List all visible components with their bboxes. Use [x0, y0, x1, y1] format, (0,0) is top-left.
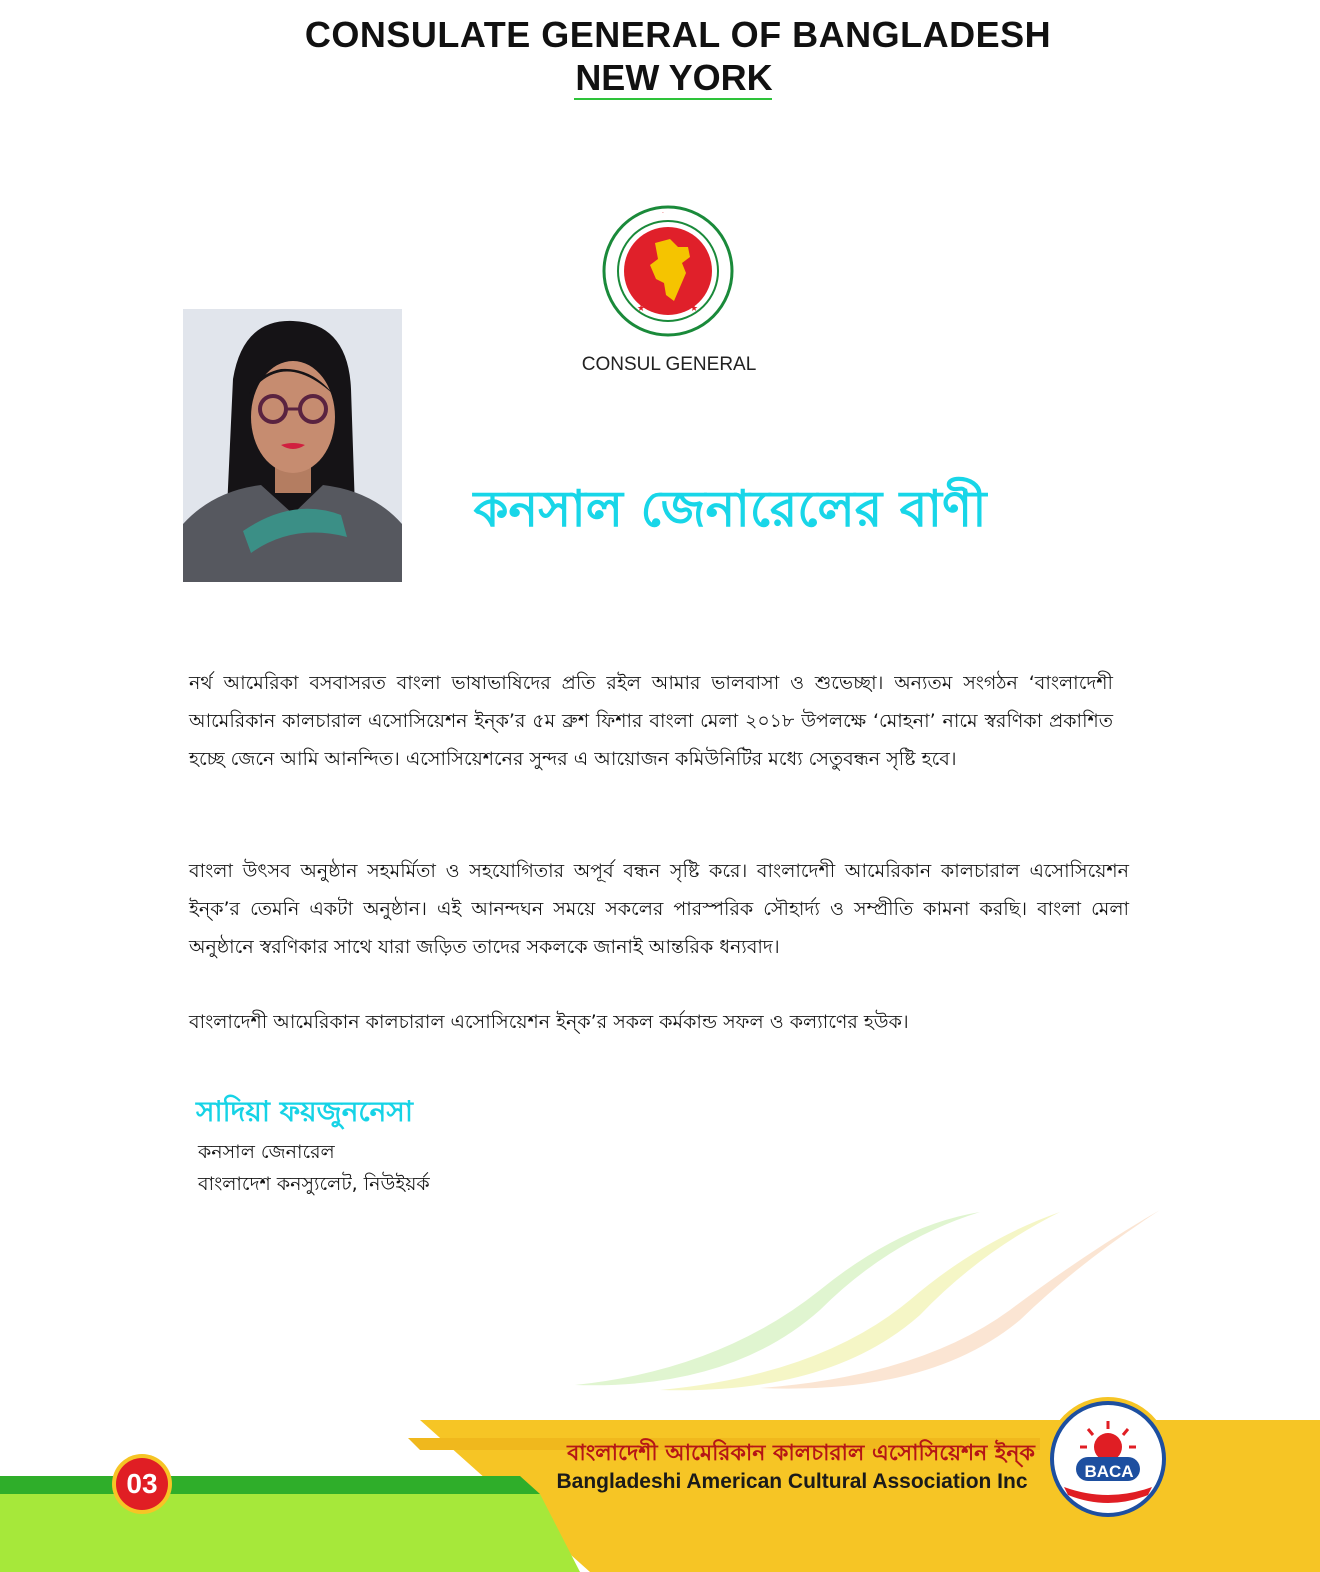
message-heading: কনসাল জেনারেলের বাণী — [473, 480, 987, 538]
svg-text:·: · — [662, 210, 664, 217]
consul-general-label: CONSUL GENERAL — [581, 354, 757, 375]
organization-name-english: Bangladeshi American Cultural Association Inc — [556, 1470, 1028, 1493]
signatory-office: বাংলাদেশ কনস্যুলেট, নিউইয়র্ক — [198, 1173, 430, 1195]
title-underline — [574, 98, 772, 100]
page-title: CONSULATE GENERAL OF BANGLADESH — [304, 14, 1052, 55]
bangladesh-government-seal — [600, 203, 736, 339]
page-number: 03 — [126, 1468, 158, 1499]
consul-general-portrait — [183, 309, 402, 582]
page-subtitle: NEW YORK — [575, 57, 773, 98]
baca-logo — [1044, 1395, 1172, 1523]
decorative-swoosh — [560, 1200, 1180, 1400]
baca-logo-text: BACA — [1084, 1462, 1134, 1481]
message-paragraph-3: বাংলাদেশী আমেরিকান কালচারাল এসোসিয়েশন ইন্‌ক’র সকল কর্মকান্ড সফল ও কল্যাণের হউক। — [189, 1011, 909, 1033]
signatory-name: সাদিয়া ফয়জুননেসা — [196, 1095, 413, 1128]
organization-name-bangla: বাংলাদেশী আমেরিকান কালচারাল এসোসিয়েশন ইন্‌ক — [567, 1441, 1035, 1466]
message-paragraph-2: বাংলা উৎসব অনুষ্ঠান সহমর্মিতা ও সহযোগিতার অপূর্ব বন্ধন সৃষ্টি করে। বাংলাদেশী আমেরিকান কালচারাল এসোসিয়েশন ইন্‌ক’র তেমনি একটা অনুষ্ঠান। এই আনন্দঘন সময়ে সকলের পারস্পরিক সৌহার্দ্য ও সম্প্রীতি কামনা করছি। বাংলা মেলা অনুষ্ঠানে স্বরণিকার সাথে যারা জড়িত তাদের সকলকে জানাই আন্তরিক ধন্যবাদ। — [189, 860, 1129, 958]
signatory-title: কনসাল জেনারেল — [198, 1141, 335, 1163]
svg-text:★: ★ — [637, 304, 646, 314]
svg-text:★: ★ — [690, 304, 699, 314]
message-paragraph-1: নর্থ আমেরিকা বসবাসরত বাংলা ভাষাভাষিদের প্রতি রইল আমার ভালবাসা ও শুভেচ্ছা। অন্যতম সংগঠন ‘বাংলাদেশী আমেরিকান কালচারাল এসোসিয়েশন ইন্‌ক’র ৫ম ব্রুশ ফিশার বাংলা মেলা ২০১৮ উপলক্ষে ‘মোহনা’ নামে স্বরণিকা প্রকাশিত হচ্ছে জেনে আমি আনন্দিত। এসোসিয়েশনের সুন্দর এ আয়োজন কমিউনিটির মধ্যে সেতুবন্ধন সৃষ্টি হবে। — [189, 672, 1113, 770]
